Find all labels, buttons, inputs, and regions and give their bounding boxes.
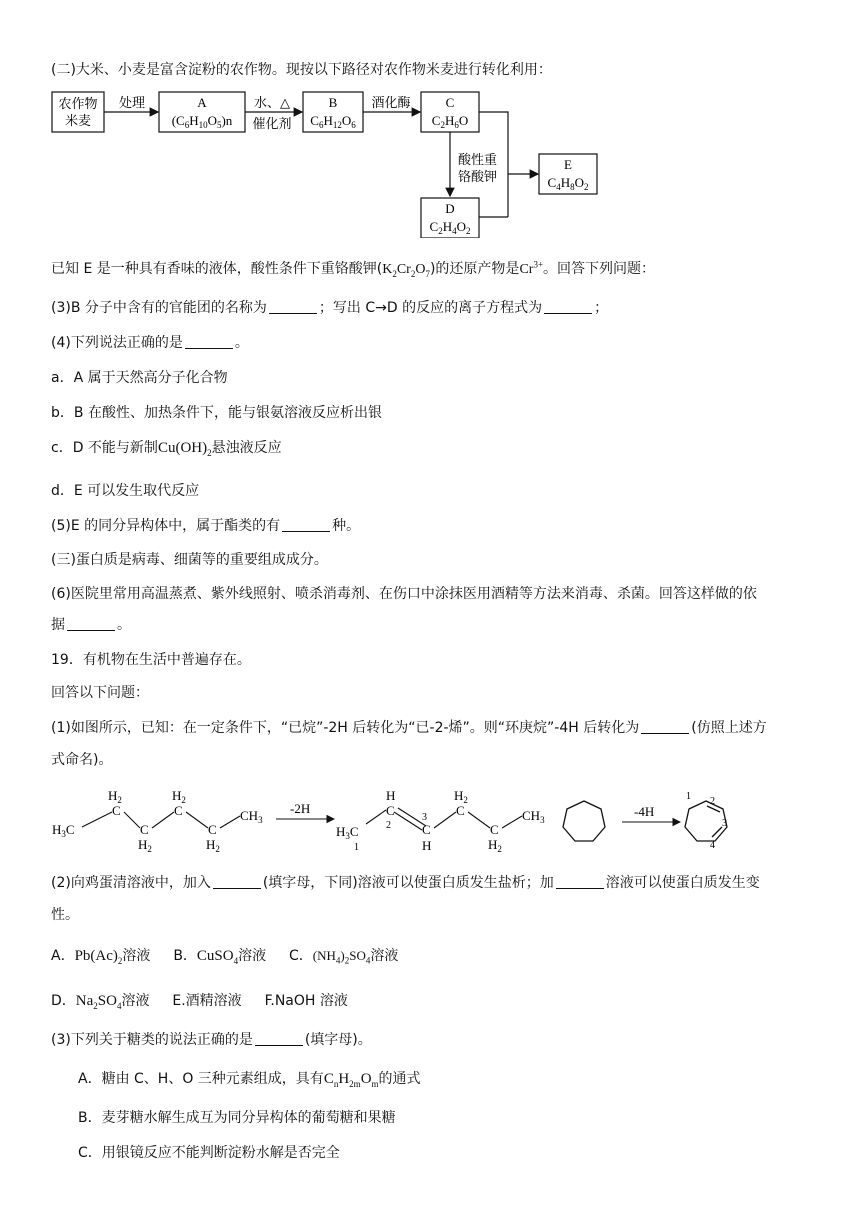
hexane-ch3: $CH_3$ — [240, 808, 263, 825]
hexane-c5: C — [208, 822, 217, 837]
part-3: (3)下列关于糖类的说法正确的是 (填字母)。 — [51, 1032, 372, 1048]
part-2-line1: (2)向鸡蛋清溶液中，加入 (填字母，下同)溶液可以使蛋白质发生盐析；加 溶液可以使蛋白质发生变 — [51, 875, 760, 891]
question-4: (4)下列说法正确的是 。 — [51, 335, 249, 351]
hexene-c4: C — [456, 803, 465, 818]
ring-n2: 2 — [710, 796, 715, 807]
flow-box-b-formula: $C_6H_{12}O_6$ — [310, 113, 356, 130]
flow-box-d-formula: $C_2H_4O_2$ — [429, 219, 471, 236]
question-5: (5)E 的同分异构体中，属于酯类的有 种。 — [51, 518, 361, 534]
reagent-options-row1: A．$Pb(Ac)_2$溶液 B．CuSO$_4$溶液 C．$(NH_4)_2SO_4$溶液 — [51, 948, 399, 966]
answer-blank-3b[interactable] — [544, 299, 592, 314]
hexene-h-a: H — [386, 788, 396, 803]
sugar-statement-a: A．糖由 C、H、O 三种元素组成，具有$C_nH_{2m}O_m$的通式 — [78, 1071, 421, 1089]
flow-arrow-dichromate-line1: 酸性重 — [458, 152, 498, 167]
answer-blank-6[interactable] — [67, 616, 115, 631]
flow-arrow-dichromate-line2: 铬酸钾 — [458, 169, 498, 184]
minus-2h-label: -2H — [290, 801, 311, 816]
option-a: a．A 属于天然高分子化合物 — [51, 370, 228, 386]
hexene-c3: C — [422, 822, 431, 837]
hexene-n3: 3 — [422, 812, 427, 823]
cycloheptane-ring — [563, 801, 605, 841]
reaction-scheme — [50, 782, 770, 862]
question-19-heading: 19．有机物在生活中普遍存在。 — [51, 652, 251, 668]
hexane-c4: C — [174, 803, 183, 818]
answer-blank-p1[interactable] — [641, 719, 689, 734]
answer-prompt: 回答以下问题： — [51, 685, 149, 701]
flow-box-c-label: C — [445, 95, 455, 110]
part-2-line2: 性。 — [51, 907, 79, 923]
option-d: d．E 可以发生取代反应 — [51, 483, 200, 499]
flow-box-c-formula: $C_2H_6O$ — [431, 113, 469, 130]
part-1-line2: 式命名)。 — [51, 752, 113, 768]
section-2-heading: (二)大米、小麦是富含淀粉的农作物。现按以下路径对农作物米麦进行转化利用： — [51, 62, 552, 78]
answer-blank-4[interactable] — [185, 334, 233, 349]
flow-box-e-formula: $C_4H_8O_2$ — [547, 175, 589, 192]
flow-box-crop-line1: 农作物 — [58, 96, 98, 111]
section-3-heading: (三)蛋白质是病毒、细菌等的重要组成成分。 — [51, 552, 328, 568]
hexane-h2-b: $H_2$ — [138, 837, 152, 854]
flow-arrow-zymase: 酒化酶 — [371, 95, 411, 110]
hexene-n1: 1 — [354, 842, 359, 853]
flow-arrow-catalyst: 催化剂 — [252, 116, 292, 131]
answer-blank-p2a[interactable] — [213, 874, 261, 889]
hexane-c3: C — [140, 822, 149, 837]
hexane-h2-d: $H_2$ — [206, 837, 220, 854]
hexene-h-b: H — [422, 838, 432, 853]
flow-box-b-label: B — [328, 95, 338, 110]
flow-arrow-water-heat: 水、△ — [254, 95, 290, 110]
ring-n1: 1 — [686, 791, 691, 802]
flow-box-crop-line2: 米麦 — [64, 113, 92, 128]
ring-n3: 3 — [722, 818, 727, 829]
hexene-h2-b: $H_2$ — [488, 837, 502, 854]
hexane-h2-a: $H_2$ — [108, 788, 122, 805]
hexene-ch3: $CH_3$ — [522, 808, 545, 825]
hexene-n2: 2 — [386, 820, 391, 831]
question-6-line2: 据 。 — [51, 617, 131, 633]
hexene-h2-a: $H_2$ — [454, 788, 468, 805]
cycloheptadiene-ring — [685, 801, 727, 841]
flow-box-e-label: E — [564, 157, 572, 172]
hexene-c5: C — [490, 822, 499, 837]
flow-box-a-formula: $(C_6H_{10}O_5)n$ — [171, 113, 233, 130]
hexane-c2: C — [112, 803, 121, 818]
part-1-line1: (1)如图所示，已知：在一定条件下，“已烷”-2H 后转化为“已-2-烯”。则“环庚烷”-4H 后转化为 (仿照上述方 — [51, 720, 767, 736]
minus-4h-label: -4H — [634, 804, 655, 819]
option-b: b．B 在酸性、加热条件下，能与银氨溶液反应析出银 — [51, 405, 382, 421]
hexane-h3c: $H_3C$ — [52, 822, 75, 839]
hexene-c2: C — [386, 803, 395, 818]
conversion-flow-diagram — [48, 88, 668, 238]
question-6-line1: (6)医院里常用高温蒸煮、紫外线照射、喷杀消毒剂、在伤口中涂抹医用酒精等方法来消毒、杀菌。回答这样做的依 — [51, 586, 757, 602]
answer-blank-p2b[interactable] — [556, 874, 604, 889]
hexane-h2-c: $H_2$ — [172, 788, 186, 805]
reagent-options-row2: D．$Na_2SO_4$溶液 E.酒精溶液 F.NaOH 溶液 — [51, 993, 348, 1011]
flow-box-d-label: D — [445, 201, 455, 216]
option-c: c．D 不能与新制$Cu(OH)_2$悬浊液反应 — [51, 440, 282, 458]
sugar-statement-c: C．用银镜反应不能判断淀粉水解是否完全 — [78, 1145, 340, 1161]
known-statement: 已知 E 是一种具有香味的液体，酸性条件下重铬酸钾$(K_2Cr_2O_7)$的还原产物是$Cr^{3+}$。回答下列问题： — [51, 259, 656, 279]
hexene-h3c: $H_3C$ — [336, 824, 359, 841]
answer-blank-3a[interactable] — [269, 299, 317, 314]
question-3: (3)B 分子中含有的官能团的名称为 ；写出 C→D 的反应的离子方程式为 ； — [51, 300, 609, 316]
flow-arrow-process: 处理 — [118, 95, 146, 110]
answer-blank-p3[interactable] — [255, 1031, 303, 1046]
sugar-statement-b: B．麦芽糖水解生成互为同分异构体的葡萄糖和果糖 — [78, 1110, 396, 1126]
ring-n4: 4 — [710, 840, 715, 851]
answer-blank-5[interactable] — [282, 517, 330, 532]
flow-box-a-label: A — [197, 95, 207, 110]
